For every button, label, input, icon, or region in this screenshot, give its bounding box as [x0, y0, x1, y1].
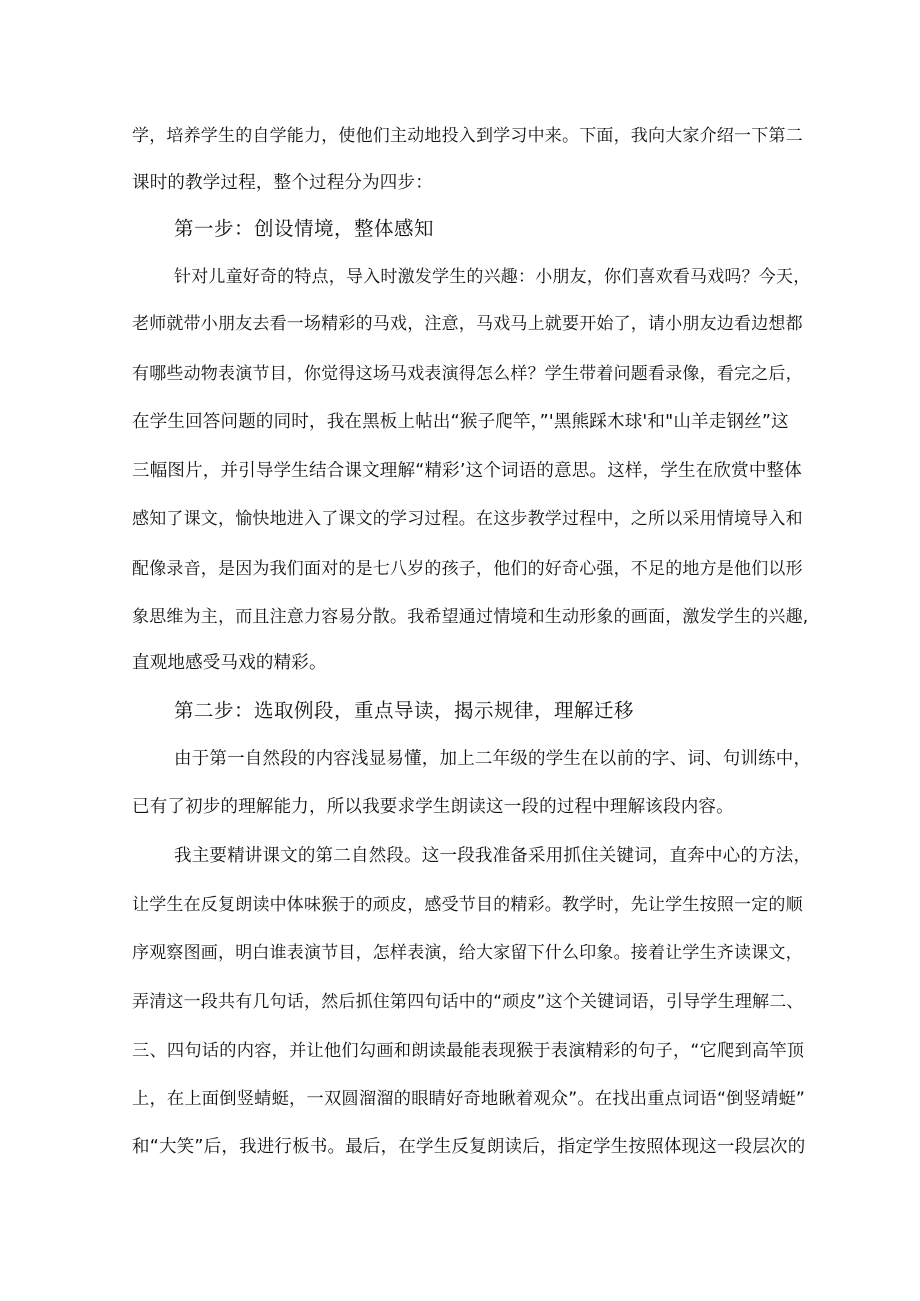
paragraph-line: 三幅图片，并引导学生结合课文理解“精彩’这个词语的意思。这样，学生在欣赏中整体	[132, 461, 802, 481]
paragraph-line: 和“大笑”后，我进行板书。最后，在学生反复朗读后，指定学生按照体现这一段层次的	[132, 1137, 806, 1157]
paragraph-line: 学，培养学生的自学能力，使他们主动地投入到学习中来。下面，我向大家介绍一下第二	[132, 126, 803, 146]
section-heading-step-2: 第二步：选取例段，重点导读，揭示规律，理解迁移	[174, 699, 635, 722]
paragraph-line: 在学生回答问题的同时，我在黑板上帖出“猴子爬竿，”'黑熊踩木球'和"山羊走钢丝”这	[132, 412, 789, 432]
paragraph-line: 序观察图画，明白谁表演节目，怎样表演，给大家留下什么印象。接着让学生齐读课文，	[132, 943, 803, 963]
paragraph-line: 课时的教学过程，整个过程分为四步：	[132, 173, 433, 193]
paragraph-line: 老师就带小朋友去看一场精彩的马戏，注意，马戏马上就要开始了，请小朋友边看边想都	[132, 314, 803, 334]
paragraph-line: 配像录音，是因为我们面对的是七八岁的孩子，他们的好奇心强，不足的地方是他们以形	[132, 559, 803, 579]
paragraph-line: 弄清这一段共有几句话，然后抓住第四句话中的“顽皮”这个关键词语，引导学生理解二、	[132, 992, 804, 1012]
section-heading-step-1: 第一步：创设情境，整体感知	[174, 217, 435, 240]
paragraph-line: 三、四句话的内容，并让他们勾画和朗读最能表现猴于表演精彩的句子，“它爬到高竿顶	[132, 1041, 805, 1061]
paragraph-line: 已有了初步的理解能力，所以我要求学生朗读这一段的过程中理解该段内容。	[132, 797, 734, 817]
paragraph-line: 针对儿童好奇的特点，导入时激发学生的兴趣：小朋友，你们喜欢看马戏吗？今天，	[174, 267, 811, 287]
paragraph-line: 有哪些动物表演节目，你觉得这场马戏表演得怎么样？学生带着问题看录像，看完之后，	[132, 364, 803, 384]
paragraph-line: 让学生在反复朗读中体味猴于的顽皮，感受节目的精彩。教学时，先让学生按照一定的顺	[132, 895, 803, 915]
paragraph-line: 感知了课文，愉快地进入了课文的学习过程。在这步教学过程中，之所以采用情境导入和	[132, 509, 803, 529]
paragraph-line: 上，在上面倒竖蜻蜓，一双圆溜溜的眼睛好奇地瞅着观众”。在找出重点词语“倒竖靖蜓”	[132, 1089, 806, 1109]
paragraph-line: 直观地感受马戏的精彩。	[132, 653, 327, 673]
paragraph-line: 象思维为主，而且注意力容易分散。我希望通过情境和生动形象的画面，激发学生的兴趣,	[132, 607, 809, 627]
paragraph-line: 由于第一自然段的内容浅显易懂，加上二年级的学生在以前的字、词、句训练中，	[174, 749, 812, 769]
paragraph-line: 我主要精讲课文的第二自然段。这一段我准备采用抓住关键词，直奔中心的方法，	[174, 846, 812, 866]
